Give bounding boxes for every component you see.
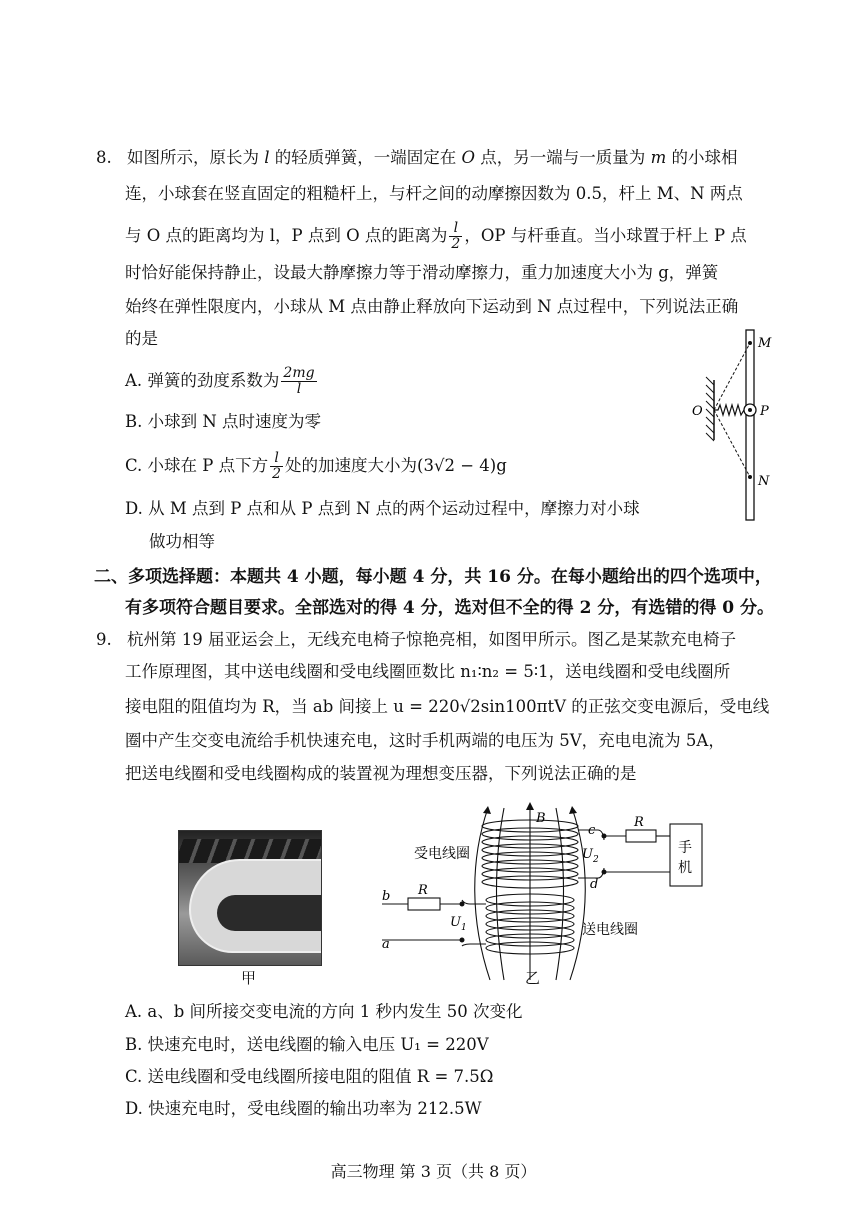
point-n [748, 475, 752, 479]
charging-chair-photo [178, 830, 322, 966]
q8-option-b: B. 小球到 N 点时速度为零 [125, 412, 322, 431]
label-u1: $U_1$ [450, 915, 467, 933]
frac-den: l [296, 381, 302, 397]
q8-option-c [125, 451, 507, 482]
frac-num: l [449, 221, 462, 237]
label-d: d [590, 877, 599, 892]
label-r-left: R [418, 883, 428, 898]
q8-line-1 [96, 146, 737, 170]
q8-l1a: 如图所示，原长为 [127, 148, 265, 167]
label-r-top: R [634, 815, 644, 830]
field-line-left-inner [497, 808, 505, 980]
q8-l3a: 与 O 点的距离均为 l，P 点到 O 点的距离为 [125, 226, 448, 245]
wall-hatch [706, 377, 714, 441]
ball-center [748, 408, 752, 412]
terminal-u1-bottom [460, 938, 465, 943]
q8-l1d: O [461, 148, 476, 167]
q8-spring-rod-figure [680, 325, 800, 525]
q9-number: 9. [96, 630, 112, 649]
q8-option-d-cont: 做功相等 [149, 532, 215, 551]
q8-option-c-post: 处的加速度大小为(3√2 − 4)g [285, 456, 507, 475]
q8-number: 8. [96, 148, 112, 167]
label-a-terminal: a [382, 937, 390, 952]
q8-option-a-text: A. 弹簧的劲度系数为 [125, 371, 280, 390]
arrow-b-center [526, 802, 534, 810]
q8-line-4: 时恰好能保持静止，设最大静摩擦力等于滑动摩擦力，重力加速度大小为 g，弹簧 [125, 263, 719, 282]
resistor-top [626, 830, 656, 842]
label-b-field: B [536, 811, 546, 826]
field-line-right-inner [556, 808, 564, 980]
q8-l1f: m [650, 148, 667, 167]
q8-l1b: l [264, 148, 270, 167]
q9-line-5: 把送电线圈和受电线圈构成的装置视为理想变压器，下列说法正确的是 [125, 764, 637, 783]
q9-line-3: 接电阻的阻值均为 R，当 ab 间接上 u = 220√2sin100πtV 的正弦交变电源后，受电线 [125, 697, 770, 716]
q8-line-6: 的是 [125, 329, 158, 348]
label-send-coil: 送电线圈 [582, 922, 638, 938]
label-phone-2: 机 [678, 860, 692, 876]
q8-l3-fraction [449, 221, 462, 252]
frac-num: 2mg [283, 365, 315, 381]
q8-option-a [125, 366, 319, 397]
q9-l1: 杭州第 19 届亚运会上，无线充电椅子惊艳亮相，如图甲所示。图乙是某款充电椅子 [127, 630, 736, 649]
label-b-terminal: b [382, 889, 391, 904]
q8-line-2: 连，小球套在竖直固定的粗糙杆上，与杆之间的动摩擦因数为 0.5，杆上 M、N 两点 [125, 184, 743, 203]
q8-option-c-text: C. 小球在 P 点下方 [125, 456, 269, 475]
q8-option-a-fraction [281, 366, 316, 397]
terminal-c [602, 834, 607, 839]
q8-line-3 [125, 221, 747, 252]
dashed-line-on [714, 410, 750, 477]
q9-option-b: B. 快速充电时，送电线圈的输入电压 U₁ = 220V [125, 1035, 489, 1054]
terminal-d [602, 870, 607, 875]
q9-line-4: 圈中产生交变电流给手机快速充电，这时手机两端的电压为 5V，充电电流为 5A， [125, 731, 725, 750]
label-u2: $U_2$ [582, 847, 599, 865]
q9-line-1 [96, 628, 736, 652]
q8-option-c-fraction [270, 451, 283, 482]
frac-den: 2 [451, 236, 461, 252]
terminal-u1-top [460, 902, 465, 907]
frac-num: l [270, 451, 283, 467]
q8-l3b: ，OP 与杆垂直。当小球置于杆上 P 点 [464, 226, 747, 245]
resistor-left [408, 898, 440, 910]
caption-yi: 乙 [525, 969, 541, 987]
label-p: P [760, 404, 769, 419]
lead-a-coil [462, 944, 486, 946]
page-footer: 高三物理 第 3 页（共 8 页） [330, 1162, 537, 1181]
label-n: N [758, 474, 770, 489]
section-2-line-1: 二、多项选择题：本题共 4 小题，每小题 4 分，共 16 分。在每小题给出的四个选项中， [94, 567, 772, 587]
vertical-rod [746, 330, 754, 520]
q9-option-d: D. 快速充电时，受电线圈的输出功率为 212.5W [125, 1099, 482, 1118]
label-c: c [588, 823, 596, 838]
q8-line-5: 始终在弹性限度内，小球从 M 点由静止释放向下运动到 N 点过程中，下列说法正确 [125, 297, 739, 316]
q8-l1g: 的小球相 [666, 148, 738, 167]
lead-b-coil [462, 900, 486, 904]
caption-jia: 甲 [241, 969, 257, 987]
q8-l1e: 点，另一端与一质量为 [475, 148, 651, 167]
wireless-charging-circuit-diagram [370, 800, 710, 990]
dashed-line-om [714, 343, 750, 410]
q9-option-c: C. 送电线圈和受电线圈所接电阻的阻值 R = 7.5Ω [125, 1067, 494, 1086]
frac-den: 2 [272, 466, 282, 482]
chair-slot [217, 895, 322, 931]
label-receive-coil: 受电线圈 [414, 846, 470, 862]
arrow-left [483, 806, 491, 814]
arrow-right [569, 806, 577, 814]
label-m: M [758, 336, 772, 351]
q9-line-2: 工作原理图，其中送电线圈和受电线圈匝数比 n₁∶n₂ = 5∶1，送电线圈和受电线圈所 [125, 662, 731, 681]
label-o: O [692, 404, 703, 419]
q8-option-d: D. 从 M 点到 P 点和从 P 点到 N 点的两个运动过程中，摩擦力对小球 [125, 499, 640, 518]
point-m [748, 341, 752, 345]
spring [714, 405, 746, 415]
q8-l1c: 的轻质弹簧，一端固定在 [269, 148, 462, 167]
label-phone-1: 手 [678, 840, 692, 856]
section-2-line-2: 有多项符合题目要求。全部选对的得 4 分，选对但不全的得 2 分，有选错的得 0 分。 [125, 598, 774, 618]
q9-option-a: A. a、b 间所接交变电流的方向 1 秒内发生 50 次变化 [125, 1002, 523, 1021]
